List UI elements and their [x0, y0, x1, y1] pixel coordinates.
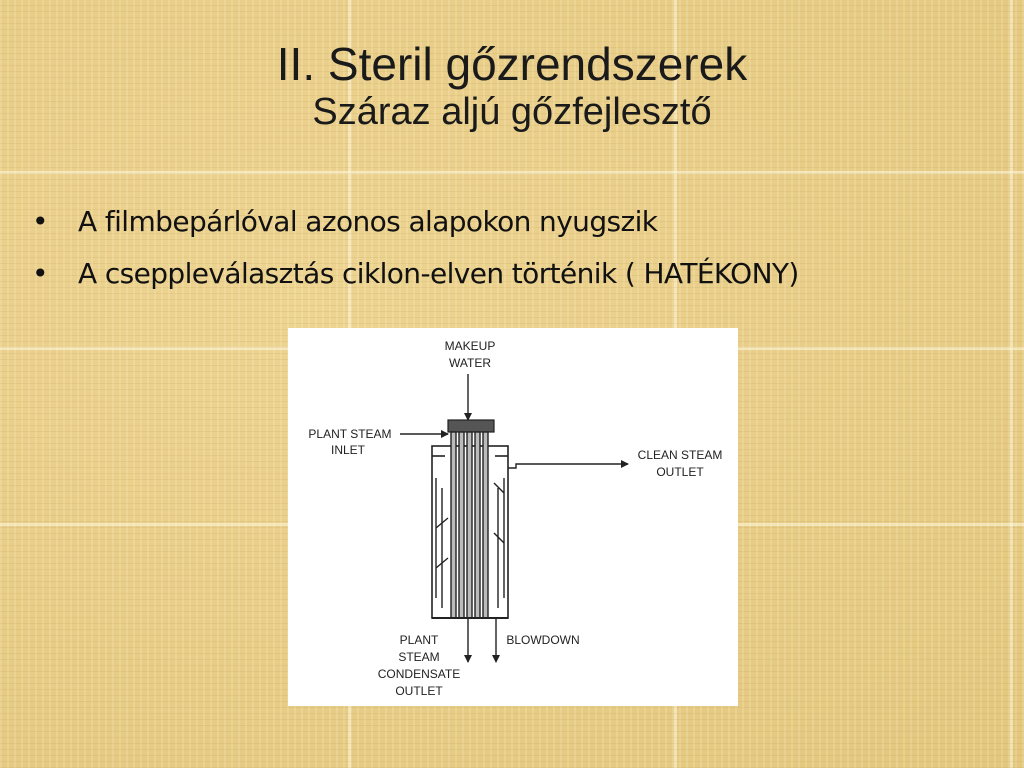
bullet-item — [30, 250, 990, 302]
bullet-icon: • — [32, 205, 48, 238]
bullet-item — [30, 198, 990, 250]
condensate-label: STEAM — [398, 650, 440, 664]
clean-steam-label: OUTLET — [656, 465, 704, 479]
title-main: II. Steril gőzrendszerek — [276, 38, 748, 90]
bullet-text: A filmbepárlóval azonos alapokon nyugszik — [78, 205, 658, 238]
makeup-water-label: MAKEUP — [444, 339, 496, 353]
clean-steam-outlet-arrow — [508, 464, 628, 468]
tube-header — [448, 420, 494, 432]
clean-steam-label: CLEAN STEAM — [637, 448, 723, 462]
title-subtitle: Száraz aljú gőzfejlesztő — [312, 90, 712, 133]
bullet-list — [30, 198, 990, 302]
makeup-water-label: WATER — [449, 356, 491, 370]
bullet-icon: • — [32, 257, 48, 290]
tube-bundle — [451, 432, 488, 618]
condensate-label: PLANT — [399, 633, 439, 647]
steam-generator-diagram — [288, 328, 738, 706]
condensate-label: OUTLET — [395, 684, 443, 698]
steam-inlet-label: INLET — [330, 443, 366, 457]
condensate-label: CONDENSATE — [377, 667, 461, 681]
blowdown-label: BLOWDOWN — [506, 633, 580, 647]
slide-title — [0, 38, 1024, 135]
bullet-text: A cseppleválasztás ciklon-elven történik ( HATÉKONY) — [78, 257, 799, 290]
steam-inlet-label: PLANT STEAM — [308, 427, 392, 441]
